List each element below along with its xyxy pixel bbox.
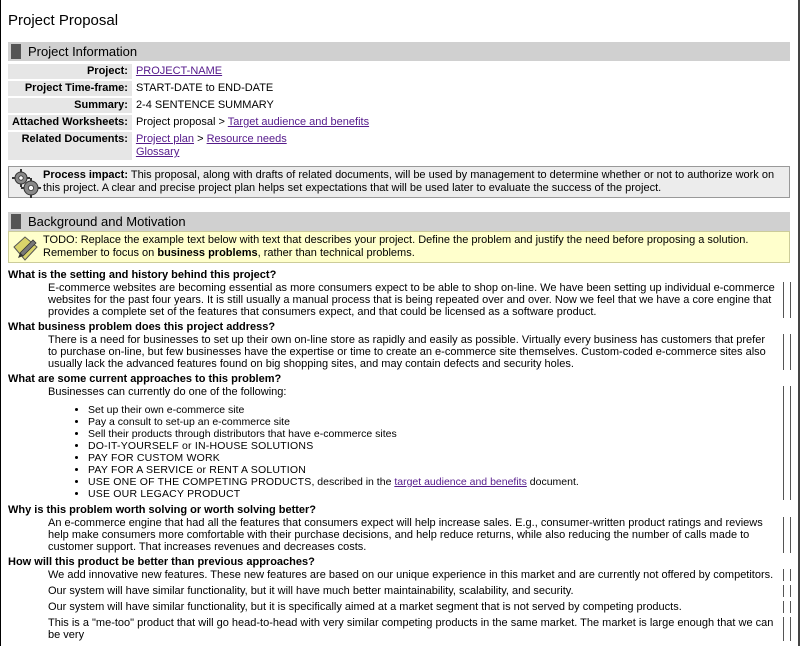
answer-text: This is a "me-too" product that will go head-to-head with very similar competing products in the same market. The market is large enough that we can be very [48,617,774,641]
breadcrumb-separator: > [218,116,225,128]
process-impact-callout [8,166,790,198]
impact-label: Process impact: [43,169,128,181]
field-label: Project: [8,64,132,79]
answer-text: E-commerce websites are becoming essential as more consumers expect to be able to shop on-line. We have been setting up individual e-commerce websites for the past four years. It is still usually a manual process that is being repeated over and over. Now we feel that we have a core engine that provides a complete set of the features that consumers expect, and that could be licensed as a software product. [48,282,775,318]
question-business-problem: What business problem does this project address? [8,321,276,333]
answer-worth-solving [48,517,790,553]
glossary-link[interactable]: Glossary [135,146,180,158]
window-left-border [0,0,1,646]
target-audience-link[interactable]: target audience and benefits [394,476,527,488]
answer-text: Our system will have similar functionality, but it will have much better maintainability, scalability, and security. [48,585,574,597]
question-better-approach: How will this product be better than previous approaches? [8,556,315,568]
change-bar [783,517,791,553]
field-label: Project Time-frame: [8,81,132,96]
worksheet-prefix: Project proposal [135,116,216,128]
page-title: Project Proposal [8,12,119,29]
target-audience-link[interactable]: Target audience and benefits [227,116,370,128]
change-bar [783,601,791,613]
item-mid: , described in the [311,476,395,488]
section-heading: Project Information [28,44,138,59]
question-current-approaches: What are some current approaches to this problem? [8,373,282,385]
item-prefix: USE ONE OF THE COMPETING PRODUCTS [88,476,312,488]
change-bar [783,617,791,641]
document [8,0,790,645]
timeframe-value: START-DATE to END-DATE [135,82,274,94]
todo-suffix: , rather than technical problems. [257,247,415,259]
project-info-table [8,62,790,162]
pencil-note-icon [11,233,41,263]
list-item: • DO-IT-YOURSELF or IN-HOUSE SOLUTIONS [88,440,776,452]
summary-value: 2-4 SENTENCE SUMMARY [135,99,274,111]
list-item: • PAY FOR A SERVICE or RENT A SOLUTION [88,464,776,476]
section-marker [11,44,21,59]
field-label: Attached Worksheets: [8,115,132,130]
answer-business-problem [48,334,790,370]
table-row [8,81,790,96]
change-bar [783,569,791,581]
question-setting: What is the setting and history behind this project? [8,269,277,281]
table-row [8,98,790,113]
approaches-intro: Businesses can currently do one of the following: [48,386,287,398]
approaches-list [48,404,776,500]
answer-paragraph [48,569,790,581]
change-bar [783,386,791,500]
impact-text: This proposal, along with drafts of related documents, will be used by management to determine whether or not to authorize work on this project. A clear and precise project plan helps set expectations that will be used later to evaluate the success of the project. [43,169,775,194]
answer-paragraph [48,601,790,613]
table-row [8,132,790,160]
item-suffix: document. [526,476,579,488]
breadcrumb-separator: > [197,133,204,145]
answer-current-approaches [48,386,790,500]
change-bar [783,585,791,597]
answer-text: There is a need for businesses to set up their own on-line store as rapidly and easily as possible. Virtually every business has customers that prefer to purchase on-line, but few businesses have the expertise or time to create an e-commerce site themselves. Custom-coded e-commerce sites also usually lack the advanced features found on big shopping sites, and may contain defects and security holes. [48,334,766,370]
section-heading: Background and Motivation [28,214,186,229]
todo-callout [8,231,790,263]
answer-text: An e-commerce engine that had all the features that consumers expect will help increase sales. E.g., consumer-written product ratings and reviews help make consumers more comfortable with their purchase decisions, and help reduce returns, while also reducing the number of calls made to customer support. That increases revenues and decreases costs. [48,517,763,553]
project-name-link[interactable]: PROJECT-NAME [135,65,223,77]
resource-needs-link[interactable]: Resource needs [206,133,287,145]
list-item: • Set up their own e-commerce site [88,404,776,416]
answer-setting [48,282,790,318]
field-label: Summary: [8,98,132,113]
todo-text: TODO: Replace the example text below with text that describes your project. Define the problem and justify the need before proposing a solution. Remember to focus on [43,234,749,259]
question-worth-solving: Why is this problem worth solving or worth solving better? [8,504,317,516]
change-bar [783,334,791,370]
answer-text: Our system will have similar functionality, but it is specifically aimed at a market segment that is not served by competing products. [48,601,682,613]
answer-paragraph [48,617,790,641]
list-item: • Sell their products through distributors that have e-commerce sites [88,428,776,440]
section-background-motivation [8,212,790,231]
section-project-information [8,42,790,61]
list-item [88,476,776,488]
gears-icon [11,168,41,198]
todo-bold: business problems [157,247,258,259]
section-marker [11,214,21,229]
answer-paragraph [48,585,790,597]
project-plan-link[interactable]: Project plan [135,133,195,145]
answer-text: We add innovative new features. These new features are based on our unique experience in this market and are currently not offered by competitors. [48,569,774,581]
list-item: • PAY FOR CUSTOM WORK [88,452,776,464]
list-item: • USE OUR LEGACY PRODUCT [88,488,776,500]
table-row [8,115,790,130]
table-row [8,64,790,79]
list-item: • Pay a consult to set-up an e-commerce site [88,416,776,428]
field-label: Related Documents: [8,132,132,160]
change-bar [783,282,791,318]
